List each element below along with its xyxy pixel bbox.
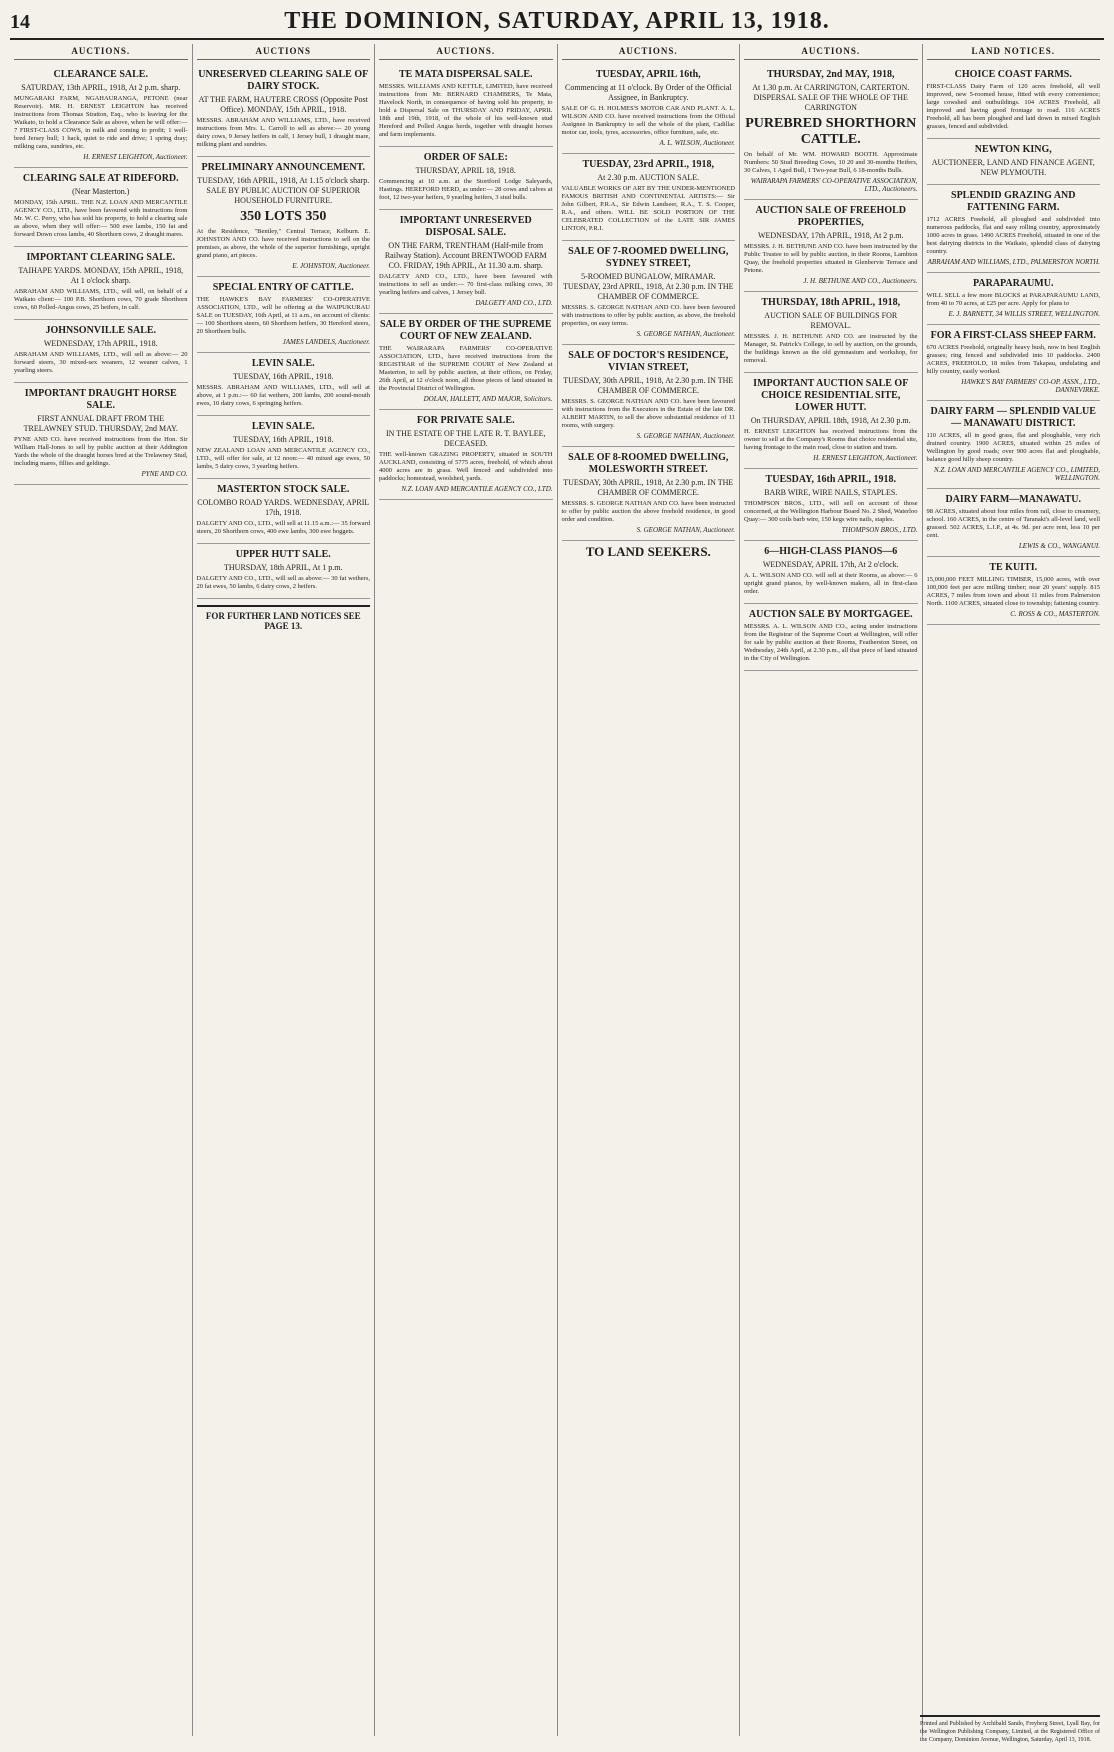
notice <box>927 401 1101 489</box>
notice-title: IMPORTANT UNRESERVED DISPOSAL SALE. <box>399 215 532 238</box>
notice <box>927 489 1101 557</box>
notice <box>562 447 736 541</box>
notice-signature: HAWKE'S BAY FARMERS' CO-OP. ASSN., LTD., DANNEVIRKE. <box>961 378 1100 394</box>
notice-body: WILL SELL a few more BLOCKS at PARAPARAUMU LAND, from 40 to 70 acres, at £25 per acre. Apply for plans to <box>926 292 1100 307</box>
notice-body: MESSRS. J. H. BETHUNE AND CO. are instructed by the Manager, St. Patrick's College, to sell by auction, on the grounds, the buildings known as the old gymnasium and workshop, for removal. <box>744 333 918 364</box>
column-header: AUCTIONS. <box>379 44 553 60</box>
notice-body: MESSRS. A. L. WILSON AND CO., acting under instructions from the Registrar of the Supreme Court at Wellington, will offer for sale by public auction at their Rooms, Featherston Street, on Wednesday, 24th April, at 2.30 p.m., all that piece of land situated in the City of Wellington. <box>744 623 918 662</box>
notice-body: VALUABLE WORKS OF ART BY THE UNDER-MENTIONED FAMOUS BRITISH AND CONTINENTAL ARTISTS:— Sir John Gilbert, P.R.A., Sir Edwin Landseer, R.A., T. S. Cooper, R.A., and others. WILL BE SOLD PORTION OF THE CELEBRATED COLLECTION of the LATE SIR JAMES LINTON, P.R.I. <box>561 185 735 232</box>
notice-title: PRELIMINARY ANNOUNCEMENT. <box>201 162 366 173</box>
notice-body: 15,000,000 FEET MILLING TIMBER, 15,000 acres, with over 100,000 feet per acre milling timber; near 20 years' supply. 815 ACRES, 7 miles from town and about 11 miles from Palmerston North. 1100 ACRES, situated close to township; fattening country. <box>926 576 1100 607</box>
notice-subtitle: COLOMBO ROAD YARDS. WEDNESDAY, APRIL 17th, 1918. <box>197 498 370 517</box>
notice-body: PYNE AND CO. have received instructions from the Hon. Sir William Hall-Jones to sell by public auction at their Addington Yards the whole of the draught horses bred at the Trelawney Stud, including mares, fillies and geldings. <box>14 436 188 467</box>
masthead <box>10 8 1104 40</box>
notice <box>927 325 1101 401</box>
imprint: Printed and Published by Archibald Sando, Freyberg Street, Lyall Bay, for the Wellington Publishing Company, Limited, at the Registered Office of the Company, Dominion Avenue, Wellington, Saturday, April 13, 1918. <box>920 1715 1100 1744</box>
notice-signature: DALGETY AND CO., LTD. <box>475 299 553 307</box>
notice <box>14 168 188 247</box>
notice <box>197 416 371 479</box>
notice-title: SPLENDID GRAZING AND FATTENING FARM. <box>951 190 1076 213</box>
notice-title: SPECIAL ENTRY OF CATTLE. <box>212 282 354 293</box>
notice <box>562 241 736 345</box>
notice <box>927 273 1101 325</box>
notice-signature: S. GEORGE NATHAN, Auctioneer. <box>636 330 735 338</box>
notice <box>197 157 371 277</box>
notice <box>927 139 1101 185</box>
notice-subtitle: TUESDAY, 30th APRIL, 1918, At 2.30 p.m. IN THE CHAMBER OF COMMERCE. <box>563 478 734 497</box>
notice-body: THE HAWKE'S BAY FARMERS' CO-OPERATIVE ASSOCIATION, LTD., will be offering at the WAIPUKURAU SALE on TUESDAY, 16th April, at 11 a.m., on account of clients:— 100 Shorthorn steers, 60 Shorthorn heifers, 30 Hereford steers, 20 Shorthorn bulls. <box>196 296 370 335</box>
column-6 <box>923 44 1105 1736</box>
notice-title: PARAPARAUMU. <box>973 278 1054 289</box>
page-number: 14 <box>10 11 30 33</box>
notice-subtitle: THURSDAY, APRIL 18, 1918. <box>415 166 516 175</box>
notice-title: LEVIN SALE. <box>251 358 315 369</box>
notice-signature: THOMPSON BROS., LTD. <box>841 526 918 534</box>
notice <box>197 277 371 353</box>
notice-title: THURSDAY, 2nd MAY, 1918, <box>767 69 895 80</box>
notice <box>197 353 371 416</box>
notice-signature: S. GEORGE NATHAN, Auctioneer. <box>636 432 735 440</box>
notice-title: TE MATA DISPERSAL SALE. <box>398 69 533 80</box>
notice-signature: N.Z. LOAN AND MERCANTILE AGENCY CO., LTD. <box>401 485 553 493</box>
notice-title: AUCTION SALE OF FREEHOLD PROPERTIES, <box>755 205 906 228</box>
notice-subtitle: TAIHAPE YARDS. MONDAY, 15th APRIL, 1918, At 1 o'clock sharp. <box>18 266 184 285</box>
notice-signature: E. JOHNSTON, Auctioneer. <box>292 262 370 270</box>
notice-title: THURSDAY, 18th APRIL, 1918, <box>761 297 901 308</box>
notice-subtitle: TUESDAY, 16th APRIL, 1918, At 1.15 o'clock sharp. SALE BY PUBLIC AUCTION OF SUPERIOR HOUSEHOLD FURNITURE. <box>197 176 370 205</box>
notice <box>744 604 918 671</box>
notice-title: TUESDAY, APRIL 16th, <box>595 69 701 80</box>
notice-signature: E. J. BARNETT, 34 WILLIS STREET, WELLINGTON. <box>948 310 1100 318</box>
column-3 <box>375 44 558 1736</box>
notice-body: DALGETY AND CO., LTD., will sell at 11.15 a.m.:— 35 forward steers, 20 Shorthorn cows, 400 ewe lambs, 300 ewe hoggets. <box>196 520 370 535</box>
notice-subtitle: WEDNESDAY, 17th APRIL, 1918. <box>43 339 158 348</box>
notice <box>562 345 736 447</box>
notice-body: MESSRS. S. GEORGE NATHAN AND CO. have been favoured with instructions from the Executors in the Estate of the late DR. ALBERT MARTIN, to sell the above substantial residence of 11 rooms, with surgery. <box>561 398 735 429</box>
notice <box>562 154 736 241</box>
notice-title: TUESDAY, 23rd APRIL, 1918, <box>582 159 714 170</box>
notice-title: DAIRY FARM — SPLENDID VALUE — MANAWATU DISTRICT. <box>930 406 1096 429</box>
notice-signature: PYNE AND CO. <box>141 470 188 478</box>
notice-subtitle: WEDNESDAY, APRIL 17th, At 2 o'clock. <box>762 560 899 569</box>
notice-body: 110 ACRES, all in good grass, flat and ploughable, very rich drained country. 1900 ACRES, situated within 25 miles of Wellington by good roads; over 900 acres flat and ploughable, balance good hilly sheep country. <box>926 432 1100 463</box>
notice-signature: LEWIS & CO., WANGANUI. <box>1018 542 1100 550</box>
notice-headline: PUREBRED SHORTHORN CATTLE. <box>745 116 917 147</box>
notice-title: UPPER HUTT SALE. <box>235 549 331 560</box>
notice-body: On behalf of Mr. WM. HOWARD BOOTH. Approximate Numbers: 50 Stud Breeding Cows, 10 20 and 30-months Heifers, 30 Calves, 1 Aged Bull, 1 Two-year Bull, 6 18-months Bulls. <box>744 151 918 174</box>
notice-body: A. L. WILSON AND CO. will sell at their Rooms, as above:— 6 upright grand pianos, by well-known makers, all in first-class order. <box>744 572 918 595</box>
notice-subtitle: (Near Masterton.) <box>72 187 130 196</box>
column-4 <box>558 44 741 1736</box>
notice-title: SALE BY ORDER OF THE SUPREME COURT OF NEW ZEALAND. <box>379 319 552 342</box>
notice-signature: A. L. WILSON, Auctioneer. <box>659 139 735 147</box>
notice-subtitle: FIRST ANNUAL DRAFT FROM THE TRELAWNEY STUD. THURSDAY, 2nd MAY. <box>23 414 178 433</box>
columns <box>10 44 1104 1736</box>
notice <box>744 292 918 373</box>
notice-subtitle: At 1.30 p.m. At CARRINGTON, CARTERTON. DISPERSAL SALE OF THE WHOLE OF THE CARRINGTON <box>752 83 910 112</box>
column-header: AUCTIONS. <box>562 44 736 60</box>
notice <box>379 147 553 210</box>
notice-body: FIRST-CLASS Dairy Farm of 120 acres freehold, all well improved, new 5-roomed house, fitted with every convenience; large cowshed and outbuildings. 104 ACRES Freehold, all improved and having good frontage to road. 116 ACRES Freehold, all has been ploughed and laid down in mixed English grasses, fenced and subdivided. <box>926 83 1100 130</box>
notice-body: ABRAHAM AND WILLIAMS, LTD., will sell as above:— 20 forward steers, 30 mixed-sex weaners, 12 weaner calves, 1 yearling steers. <box>14 351 188 374</box>
notice <box>197 64 371 157</box>
notice-title: IMPORTANT AUCTION SALE OF CHOICE RESIDENTIAL SITE, LOWER HUTT. <box>753 378 909 413</box>
notice <box>14 64 188 168</box>
page-title: THE DOMINION, SATURDAY, APRIL 13, 1918. <box>284 8 830 34</box>
column-5 <box>740 44 923 1736</box>
notice <box>927 557 1101 625</box>
notice-body: MONDAY, 15th APRIL. THE N.Z. LOAN AND MERCANTILE AGENCY CO., LTD., have been favoured with instructions from Mr. W. C. Perry, who has sold his property, to hold a clearing sale as above, when they will offer:— 500 ewe lambs, 150 fat and forward Down cross lambs, 40 Shorthorn cows, 2 draught mares. <box>14 199 188 238</box>
notice-title: TUESDAY, 16th APRIL, 1918. <box>765 474 896 485</box>
notice-signature: JAMES LANDELS, Auctioneer. <box>282 338 370 346</box>
notice-subtitle: BARB WIRE, WIRE NAILS, STAPLES. <box>764 488 898 497</box>
notice <box>379 210 553 314</box>
notice-subtitle: THURSDAY, 18th APRIL, At 1 p.m. <box>224 563 343 572</box>
notice-subtitle: At 2.30 p.m. AUCTION SALE. <box>597 173 700 182</box>
notice <box>744 469 918 541</box>
column-2 <box>193 44 376 1736</box>
notice-subtitle: TUESDAY, 16th APRIL, 1918. <box>233 435 334 444</box>
notice-body: MESSRS. WILLIAMS AND KETTLE, LIMITED, have received instructions from Mr. BERNARD CHAMBERS, Te Mata, Havelock North, in consequence of having sold his property, to hold a Dispersal Sale on THURSDAY AND FRIDAY, APRIL 18th and 19th, 1918, of the whole of his well-known stud Hereford and Polled Angus herds, together with draught horses and farm implements. <box>379 83 553 138</box>
notice <box>562 64 736 154</box>
notice-subtitle: Commencing at 11 o'clock. By Order of the Official Assignee, in Bankruptcy. <box>564 83 732 102</box>
notice-body: MESSRS. S. GEORGE NATHAN AND CO. have been favoured with instructions to offer by public auction, as above, the freehold properties, on easy terms. <box>561 304 735 327</box>
notice-body: 670 ACRES Freehold, originally heavy bush, now in best English grasses; ring fenced and subdivided into 10 paddocks. 2400 ACRES, FREEHOLD, 18 miles from Takapau, undulating and hilly country, easily worked. <box>926 344 1100 375</box>
column-header: AUCTIONS. <box>14 44 188 60</box>
land-seekers-heading: TO LAND SEEKERS. <box>585 544 711 559</box>
notice-body: THOMPSON BROS., LTD., will sell on account of those concerned, at the Wellington Harbour Board No. 2 Shed, Waterloo Quay:— 300 coils barb wire, 150 kegs wire nails, staples. <box>744 500 918 523</box>
notice-title: JOHNSONVILLE SALE. <box>45 325 157 336</box>
notice-title: CHOICE COAST FARMS. <box>954 69 1072 80</box>
column-header: AUCTIONS <box>197 44 371 60</box>
notice <box>14 383 188 485</box>
notice-body: Commencing at 10 a.m. at the Stortford Lodge Saleyards, Hastings. HEREFORD HERD, as under:— 28 cows and calves at foot, 12 two-year heifers, 9 yearling heifers, 3 stud bulls. <box>379 178 553 201</box>
notice-title: 6—HIGH-CLASS PIANOS—6 <box>764 546 898 557</box>
further-notices-footer: FOR FURTHER LAND NOTICES SEE PAGE 13. <box>197 605 371 635</box>
notice <box>14 247 188 320</box>
notice-signature: DOLAN, HALLETT, AND MAJOR, Solicitors. <box>423 395 553 403</box>
notice-title: LEVIN SALE. <box>251 421 315 432</box>
notice-title: TE KUITI. <box>989 562 1038 573</box>
notice-body: MESSRS. J. H. BETHUNE AND CO. have been instructed by the Public Trustee to sell by public auction, in their Rooms, Lambton Quay, the freehold properties situated in Glenbervie Terrace and Petone. <box>744 243 918 274</box>
notice-body: MESSRS. S. GEORGE NATHAN AND CO. have been instructed to offer by public auction the above freehold residence, in good order and condition. <box>561 500 735 523</box>
notice-body: THE well-known GRAZING PROPERTY, situated in SOUTH AUCKLAND, consisting of 5775 acres, freehold, of which about 4000 acres are in grass. Well fenced and subdivided into paddocks; homestead, woolshed, yards. <box>379 451 553 482</box>
notice-body: THE WAIRARAPA FARMERS' CO-OPERATIVE ASSOCIATION, LTD., have received instructions from the REGISTRAR of the SUPREME COURT of New Zealand at Masterton, to sell by public auction, at their offices, on Friday, 26th April, at 12 o'clock noon, all those pieces of land situated in the Provincial District of Wellington. <box>379 345 553 392</box>
notice-title: DAIRY FARM—MANAWATU. <box>945 494 1082 505</box>
notice-title: IMPORTANT CLEARING SALE. <box>26 252 175 263</box>
notice <box>379 410 553 500</box>
notice-subtitle: AT THE FARM, HAUTERE CROSS (Opposite Post Office). MONDAY, 15th APRIL, 1918. <box>198 95 368 114</box>
notice-subtitle: SATURDAY, 13th APRIL, 1918, At 2 p.m. sharp. <box>21 83 181 92</box>
notice-body: MESSRS. ABRAHAM AND WILLIAMS, LTD., have received instructions from Mrs. L. Carroll to sell as above:— 20 young dairy cows, 9 Jersey heifers in calf, 1 Jersey bull, 1 draught mare, milking plant and sundries. <box>196 117 370 148</box>
notice-signature: S. GEORGE NATHAN, Auctioneer. <box>636 526 735 534</box>
notice <box>744 200 918 292</box>
notice-subtitle: AUCTIONEER, LAND AND FINANCE AGENT, NEW PLYMOUTH. <box>931 158 1095 177</box>
notice <box>927 185 1101 273</box>
notice-signature: C. ROSS & CO., MASTERTON. <box>1010 610 1100 618</box>
notice-title: SALE OF 7-ROOMED DWELLING, SYDNEY STREET, <box>568 246 729 269</box>
notice-title: AUCTION SALE BY MORTGAGEE. <box>748 609 913 620</box>
notice <box>379 314 553 410</box>
notice-signature: H. ERNEST LEIGHTON, Auctioneer. <box>83 153 188 161</box>
notice-signature: H. ERNEST LEIGHTON, Auctioneer. <box>813 454 918 462</box>
notice-subtitle: 5-ROOMED BUNGALOW, MIRAMAR. TUESDAY, 23rd APRIL, 1918, At 2.30 p.m. IN THE CHAMBER OF COMMERCE. <box>562 272 734 301</box>
notice-subtitle: IN THE ESTATE OF THE LATE R. T. BAYLEE, DECEASED. <box>385 429 546 448</box>
notice <box>744 64 918 200</box>
notice-body: MESSRS. ABRAHAM AND WILLIAMS, LTD., will sell at above, at 1 p.m.:— 60 fat wethers, 200 lambs, 200 sound-mouth ewes, 10 dairy cows, 6 springing heifers. <box>196 384 370 407</box>
notice-title: SALE OF 8-ROOMED DWELLING, MOLESWORTH STREET. <box>568 452 729 475</box>
notice-headline: 350 LOTS 350 <box>240 209 327 224</box>
notice <box>379 64 553 147</box>
notice-subtitle: AUCTION SALE OF BUILDINGS FOR REMOVAL. <box>764 311 898 330</box>
notice-title: SALE OF DOCTOR'S RESIDENCE, VIVIAN STREET, <box>568 350 729 373</box>
notice-signature: N.Z. LOAN AND MERCANTILE AGENCY CO., LIMITED, WELLINGTON. <box>933 466 1100 482</box>
notice-body: MUNGARAKI FARM, NGAHAURANGA, PETONE (near Reservoir). MR. H. ERNEST LEIGHTON has received instructions from Thomas Stratton, Esq., who is leaving for the Waikato, to hold a Clearance Sale as above, when he will offer:— 7 FIRST-CLASS COWS, in milk and coming to profit; 1 well-bred Jersey bull; 1 hack, quiet to ride and drive; 1 spring dray; milking cans, sundries, etc. <box>14 95 188 150</box>
column-header: AUCTIONS. <box>744 44 918 60</box>
notice-title: IMPORTANT DRAUGHT HORSE SALE. <box>24 388 177 411</box>
notice-body: DALGETY AND CO., LTD., have been favoured with instructions to sell as under:— 70 first-class milking cows, 30 yearling heifers and calves, 1 Jersey bull. <box>379 273 553 296</box>
notice <box>744 373 918 469</box>
notice-body: DALGETY AND CO., LTD., will sell as above:— 30 fat wethers, 20 fat ewes, 50 lambs, 6 dairy cows, 2 heifers. <box>196 575 370 590</box>
notice-subtitle: TUESDAY, 16th APRIL, 1918. <box>233 372 334 381</box>
notice-subtitle: TUESDAY, 30th APRIL, 1918, At 2.30 p.m. IN THE CHAMBER OF COMMERCE. <box>563 376 734 395</box>
notice-body: 98 ACRES, situated about four miles from rail, close to creamery, school. 160 ACRES, in the centre of Taranaki's all-level land, well grassed. 502 ACRES, L.I.P., at 4s. 9d. per acre rent, less 10 per cent. <box>926 508 1100 539</box>
notice-title: UNRESERVED CLEARING SALE OF DAIRY STOCK. <box>198 69 369 92</box>
notice-body: At the Residence, "Bentley," Central Terrace, Kelburn. E. JOHNSTON AND CO. have received instructions to sell on the premises, as above, the whole of the superior furnishings, upright grand piano, art pieces. <box>196 228 370 259</box>
notice <box>197 544 371 599</box>
notice-title: ORDER OF SALE: <box>423 152 508 163</box>
notice-body: 1712 ACRES Freehold, all ploughed and subdivided into numerous paddocks, flat and easy rolling country, approximately 1000 acres in grass. 1490 ACRES Freehold, situated in one of the best dairying districts in the Waikato, splendid class of dairying country. <box>926 216 1100 255</box>
column-1 <box>10 44 193 1736</box>
notice-title: FOR PRIVATE SALE. <box>416 415 515 426</box>
notice <box>14 320 188 383</box>
notice-title: MASTERTON STOCK SALE. <box>217 484 350 495</box>
notice-title: CLEARANCE SALE. <box>53 69 148 80</box>
notice-subtitle: On THURSDAY, APRIL 18th, 1918, At 2.30 p.m. <box>750 416 911 425</box>
notice-body: ABRAHAM AND WILLIAMS, LTD., will sell, on behalf of a Waikato client:— 100 P.B. Shorthorn cows, 70 grade Shorthorn cows, 60 Polled-Angus cows, 25 heifers, in calf. <box>14 288 188 311</box>
notice-title: CLEARING SALE AT RIDEFORD. <box>22 173 179 184</box>
notice-signature: ABRAHAM AND WILLIAMS, LTD., PALMERSTON NORTH. <box>927 258 1100 266</box>
notice-body: H. ERNEST LEIGHTON has received instructions from the owner to sell at the Company's Rooms that choice residential site, having frontage to the main road, close to station and tram. <box>744 428 918 451</box>
notice-title: NEWTON KING, <box>974 144 1052 155</box>
notice-signature: WAIRARAPA FARMERS' CO-OPERATIVE ASSOCIATION, LTD., Auctioneers. <box>750 177 918 193</box>
notice-body: NEW ZEALAND LOAN AND MERCANTILE AGENCY CO., LTD., will offer for sale, at 12 noon:— 40 mixed age ewes, 50 lambs, 5 dairy cows, 3 yearling heifers. <box>196 447 370 470</box>
notice <box>744 541 918 604</box>
notice-body: SALE OF G. H. HOLMES'S MOTOR CAR AND PLANT. A. L. WILSON AND CO. have received instructions from the Official Assignee in Bankruptcy to sell the whole of the plant, Cadillac motor car, tools, tyres, accessories, office furniture, safe, etc. <box>561 105 735 136</box>
notice <box>927 64 1101 139</box>
column-header: LAND NOTICES. <box>927 44 1101 60</box>
notice <box>197 479 371 544</box>
notice-subtitle: ON THE FARM, TRENTHAM (Half-mile from Railway Station). Account BRENTWOOD FARM CO. FRIDAY, 19th APRIL, At 11.30 a.m. sharp. <box>384 241 547 270</box>
notice-signature: J. H. BETHUNE AND CO., Auctioneers. <box>803 277 918 285</box>
notice-subtitle: WEDNESDAY, 17th APRIL, 1918, At 2 p.m. <box>757 231 904 240</box>
notice-title: FOR A FIRST-CLASS SHEEP FARM. <box>930 330 1096 341</box>
